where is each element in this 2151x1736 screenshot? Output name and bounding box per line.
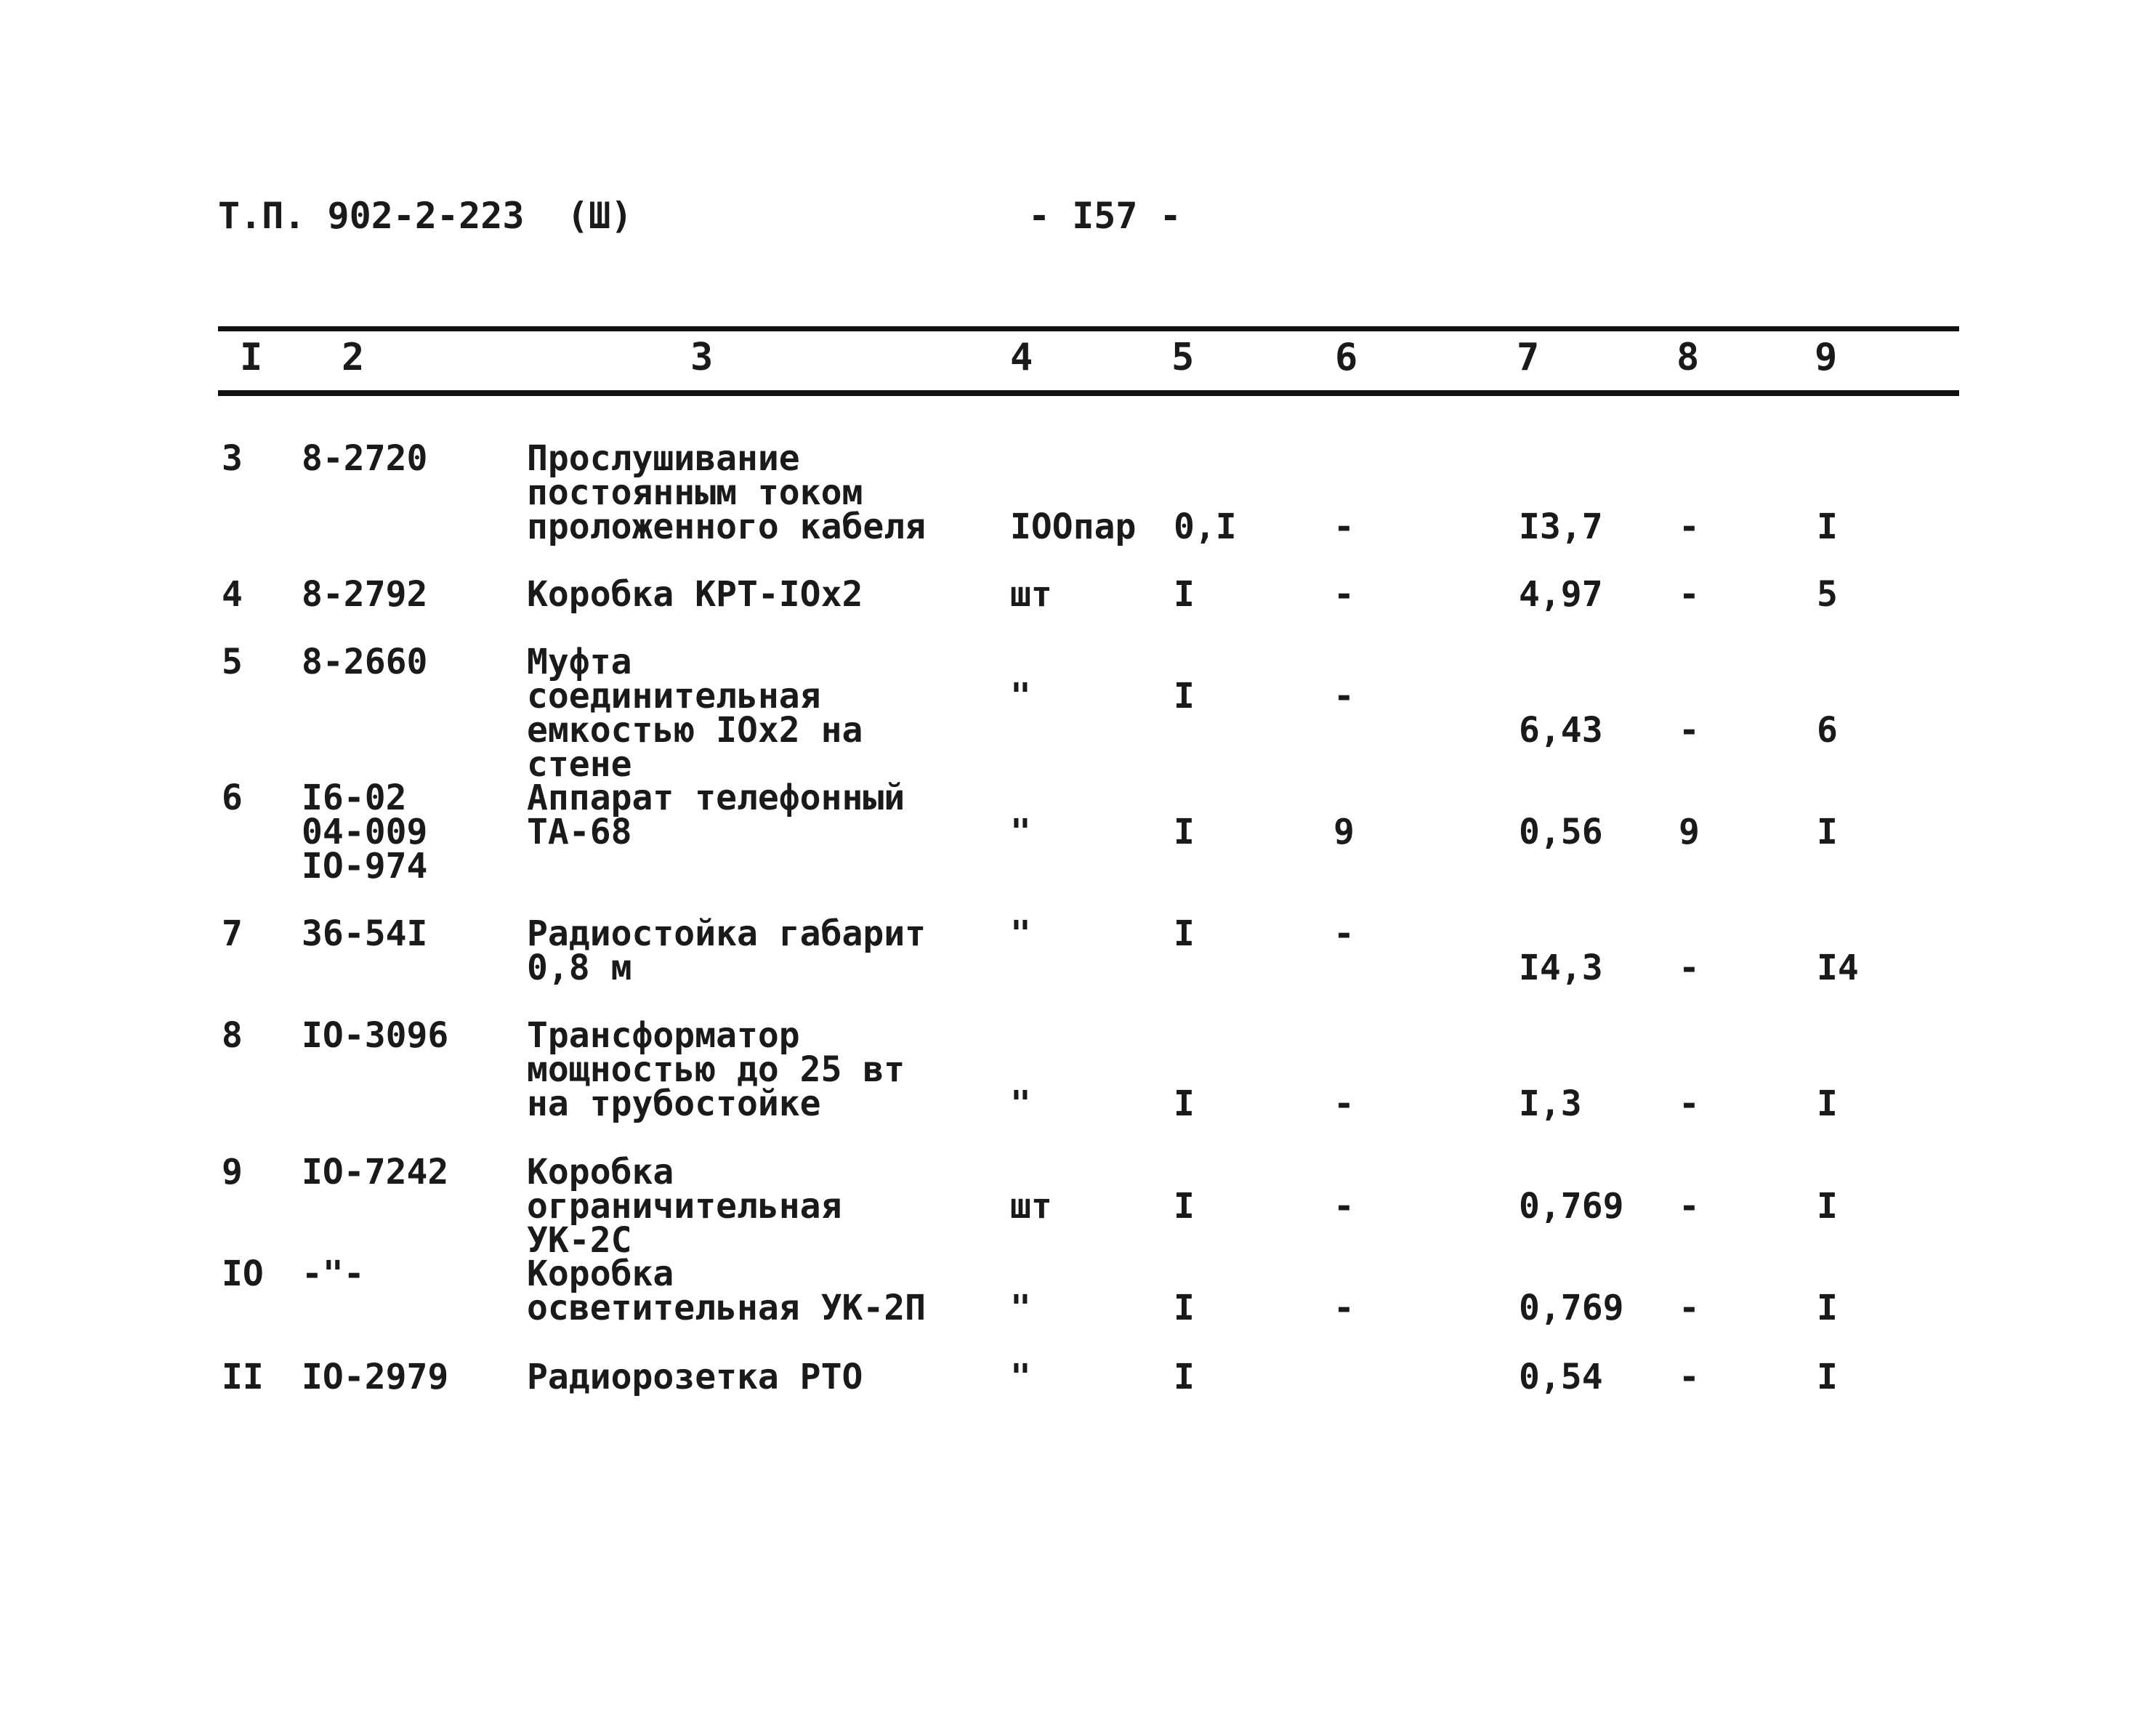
price-code: 36-54I: [302, 913, 428, 954]
unit-of-measure: ": [1010, 1083, 1031, 1124]
column-6-value: -: [1333, 1083, 1355, 1124]
column-8-value: -: [1679, 506, 1700, 547]
price-code: I6-02: [302, 778, 407, 818]
column-9-value: I4: [1817, 948, 1859, 988]
quantity: I: [1174, 1186, 1195, 1227]
column-number: I: [240, 336, 263, 379]
unit-of-measure: IOOпар: [1010, 506, 1137, 547]
unit-of-measure: шт: [1010, 574, 1052, 615]
unit-of-measure: шт: [1010, 1186, 1052, 1227]
column-6-value: -: [1333, 1186, 1355, 1227]
column-8-value: -: [1679, 574, 1700, 615]
quantity: I: [1174, 1288, 1195, 1328]
column-9-value: I: [1817, 506, 1838, 547]
row-number: 5: [222, 642, 243, 682]
work-description: Радиостойка габарит 0,8 м: [527, 913, 927, 988]
column-7-value: I3,7: [1519, 506, 1603, 547]
row-number: II: [222, 1357, 264, 1397]
page-number: - I57 -: [1028, 195, 1182, 237]
row-number: 9: [222, 1152, 243, 1192]
column-8-value: -: [1679, 1357, 1700, 1397]
column-number: 6: [1335, 336, 1358, 379]
price-code: 04-009: [302, 812, 428, 852]
column-number: 3: [690, 336, 714, 379]
row-number: IO: [222, 1253, 264, 1294]
volume-number: (Ш): [567, 195, 633, 237]
work-description: Аппарат телефонный ТА-68: [527, 778, 905, 852]
price-code: IO-2979: [302, 1357, 449, 1397]
work-description: Прослушивание постоянным током проложенного кабеля: [527, 438, 927, 547]
column-number: 7: [1517, 336, 1540, 379]
work-description: Коробка ограничительная УК-2С: [527, 1152, 842, 1261]
column-7-value: 6,43: [1519, 710, 1603, 751]
row-number: 8: [222, 1015, 243, 1056]
column-9-value: 6: [1817, 710, 1838, 751]
price-code: IO-3096: [302, 1015, 449, 1056]
unit-of-measure: ": [1010, 676, 1031, 716]
column-7-value: 0,54: [1519, 1357, 1603, 1397]
column-8-value: -: [1679, 948, 1700, 988]
column-6-value: -: [1333, 1288, 1355, 1328]
quantity: 0,I: [1174, 506, 1237, 547]
row-number: 6: [222, 778, 243, 818]
quantity: I: [1174, 812, 1195, 852]
column-9-value: I: [1817, 1083, 1838, 1124]
work-description: Трансформатор мощностью до 25 вт на трубостойке: [527, 1015, 905, 1124]
work-description: Коробка осветительная УК-2П: [527, 1253, 927, 1328]
column-number: 2: [342, 336, 365, 379]
price-code: -"-: [302, 1253, 365, 1294]
column-9-value: I: [1817, 1357, 1838, 1397]
quantity: I: [1174, 676, 1195, 716]
price-code: 8-2792: [302, 574, 428, 615]
column-8-value: -: [1679, 710, 1700, 751]
document-code: Т.П. 902-2-223: [218, 195, 525, 237]
column-9-value: I: [1817, 1186, 1838, 1227]
price-code: 8-2720: [302, 438, 428, 479]
column-8-value: 9: [1679, 812, 1700, 852]
row-number: 3: [222, 438, 243, 479]
column-8-value: -: [1679, 1083, 1700, 1124]
table-top-rule: [218, 326, 1959, 331]
column-6-value: -: [1333, 506, 1355, 547]
column-7-value: I4,3: [1519, 948, 1603, 988]
quantity: I: [1174, 1357, 1195, 1397]
quantity: I: [1174, 913, 1195, 954]
unit-of-measure: ": [1010, 812, 1031, 852]
table-header-rule: [218, 390, 1959, 396]
unit-of-measure: ": [1010, 1357, 1031, 1397]
column-7-value: 0,56: [1519, 812, 1603, 852]
quantity: I: [1174, 574, 1195, 615]
column-number: 8: [1676, 336, 1700, 379]
work-description: Муфта соединительная емкостью IOx2 на стене: [527, 642, 863, 785]
column-8-value: -: [1679, 1288, 1700, 1328]
column-6-value: -: [1333, 574, 1355, 615]
row-number: 7: [222, 913, 243, 954]
column-9-value: 5: [1817, 574, 1838, 615]
column-7-value: 0,769: [1519, 1288, 1624, 1328]
column-9-value: I: [1817, 812, 1838, 852]
unit-of-measure: ": [1010, 1288, 1031, 1328]
price-code: IO-974: [302, 846, 428, 887]
work-description: Коробка КРТ-IOx2: [527, 574, 863, 615]
column-8-value: -: [1679, 1186, 1700, 1227]
price-code: 8-2660: [302, 642, 428, 682]
price-code: IO-7242: [302, 1152, 449, 1192]
column-6-value: -: [1333, 676, 1355, 716]
column-9-value: I: [1817, 1288, 1838, 1328]
quantity: I: [1174, 1083, 1195, 1124]
column-number: 4: [1010, 336, 1033, 379]
column-6-value: 9: [1333, 812, 1355, 852]
column-6-value: -: [1333, 913, 1355, 954]
row-number: 4: [222, 574, 243, 615]
unit-of-measure: ": [1010, 913, 1031, 954]
column-7-value: 0,769: [1519, 1186, 1624, 1227]
work-description: Радиорозетка РТО: [527, 1357, 863, 1397]
column-number: 9: [1815, 336, 1838, 379]
column-7-value: I,3: [1519, 1083, 1582, 1124]
column-number: 5: [1171, 336, 1195, 379]
column-7-value: 4,97: [1519, 574, 1603, 615]
